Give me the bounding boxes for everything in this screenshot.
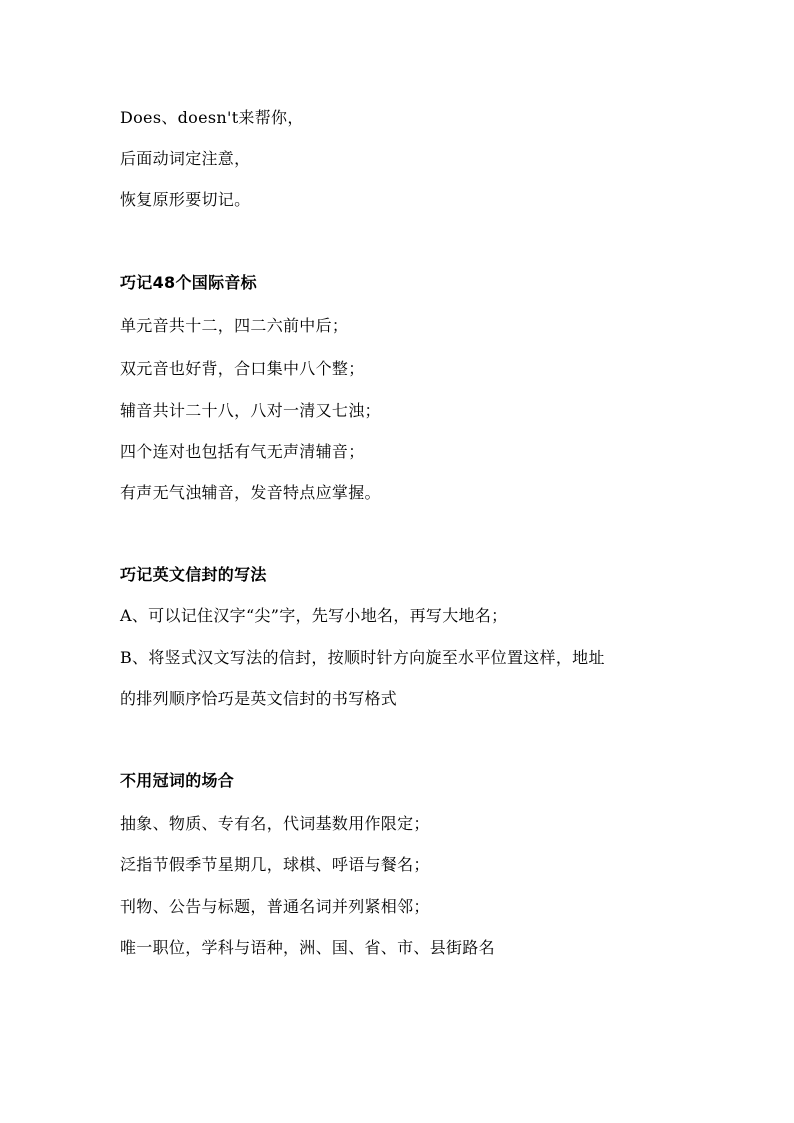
articles-line-1: 抽象、物质、专有名，代词基数用作限定；: [120, 814, 430, 833]
envelope-line-3: 的排列顺序恰巧是英文信封的书写格式: [120, 689, 398, 708]
articles-heading: 不用冠词的场合: [120, 771, 235, 790]
intro-line-2: 后面动词定注意，: [120, 149, 251, 168]
envelope-line-1: A、可以记住汉字“尖”字，先写小地名，再写大地名；: [120, 606, 508, 625]
articles-line-3: 刊物、公告与标题，普通名词并列紧相邻；: [120, 897, 430, 916]
intro-line-1: Does、doesn't来帮你，: [120, 108, 304, 127]
articles-line-4: 唯一职位，学科与语种，洲、国、省、市、县街路名: [120, 938, 495, 957]
envelope-heading: 巧记英文信封的写法: [120, 565, 267, 584]
phonetics-heading: 巧记48个国际音标: [120, 273, 257, 292]
phonetics-line-5: 有声无气浊辅音，发音特点应掌握。: [120, 483, 381, 502]
phonetics-line-3: 辅音共计二十八，八对一清又七浊；: [120, 401, 381, 420]
intro-line-3: 恢复原形要切记。: [120, 190, 251, 209]
phonetics-line-2: 双元音也好背，合口集中八个整；: [120, 359, 365, 378]
phonetics-line-1: 单元音共十二，四二六前中后；: [120, 316, 349, 335]
envelope-line-2: B、将竖式汉文写法的信封，按顺时针方向旋至水平位置这样，地址: [120, 648, 605, 667]
articles-line-2: 泛指节假季节星期几，球棋、呼语与餐名；: [120, 855, 430, 874]
phonetics-line-4: 四个连对也包括有气无声清辅音；: [120, 442, 365, 461]
